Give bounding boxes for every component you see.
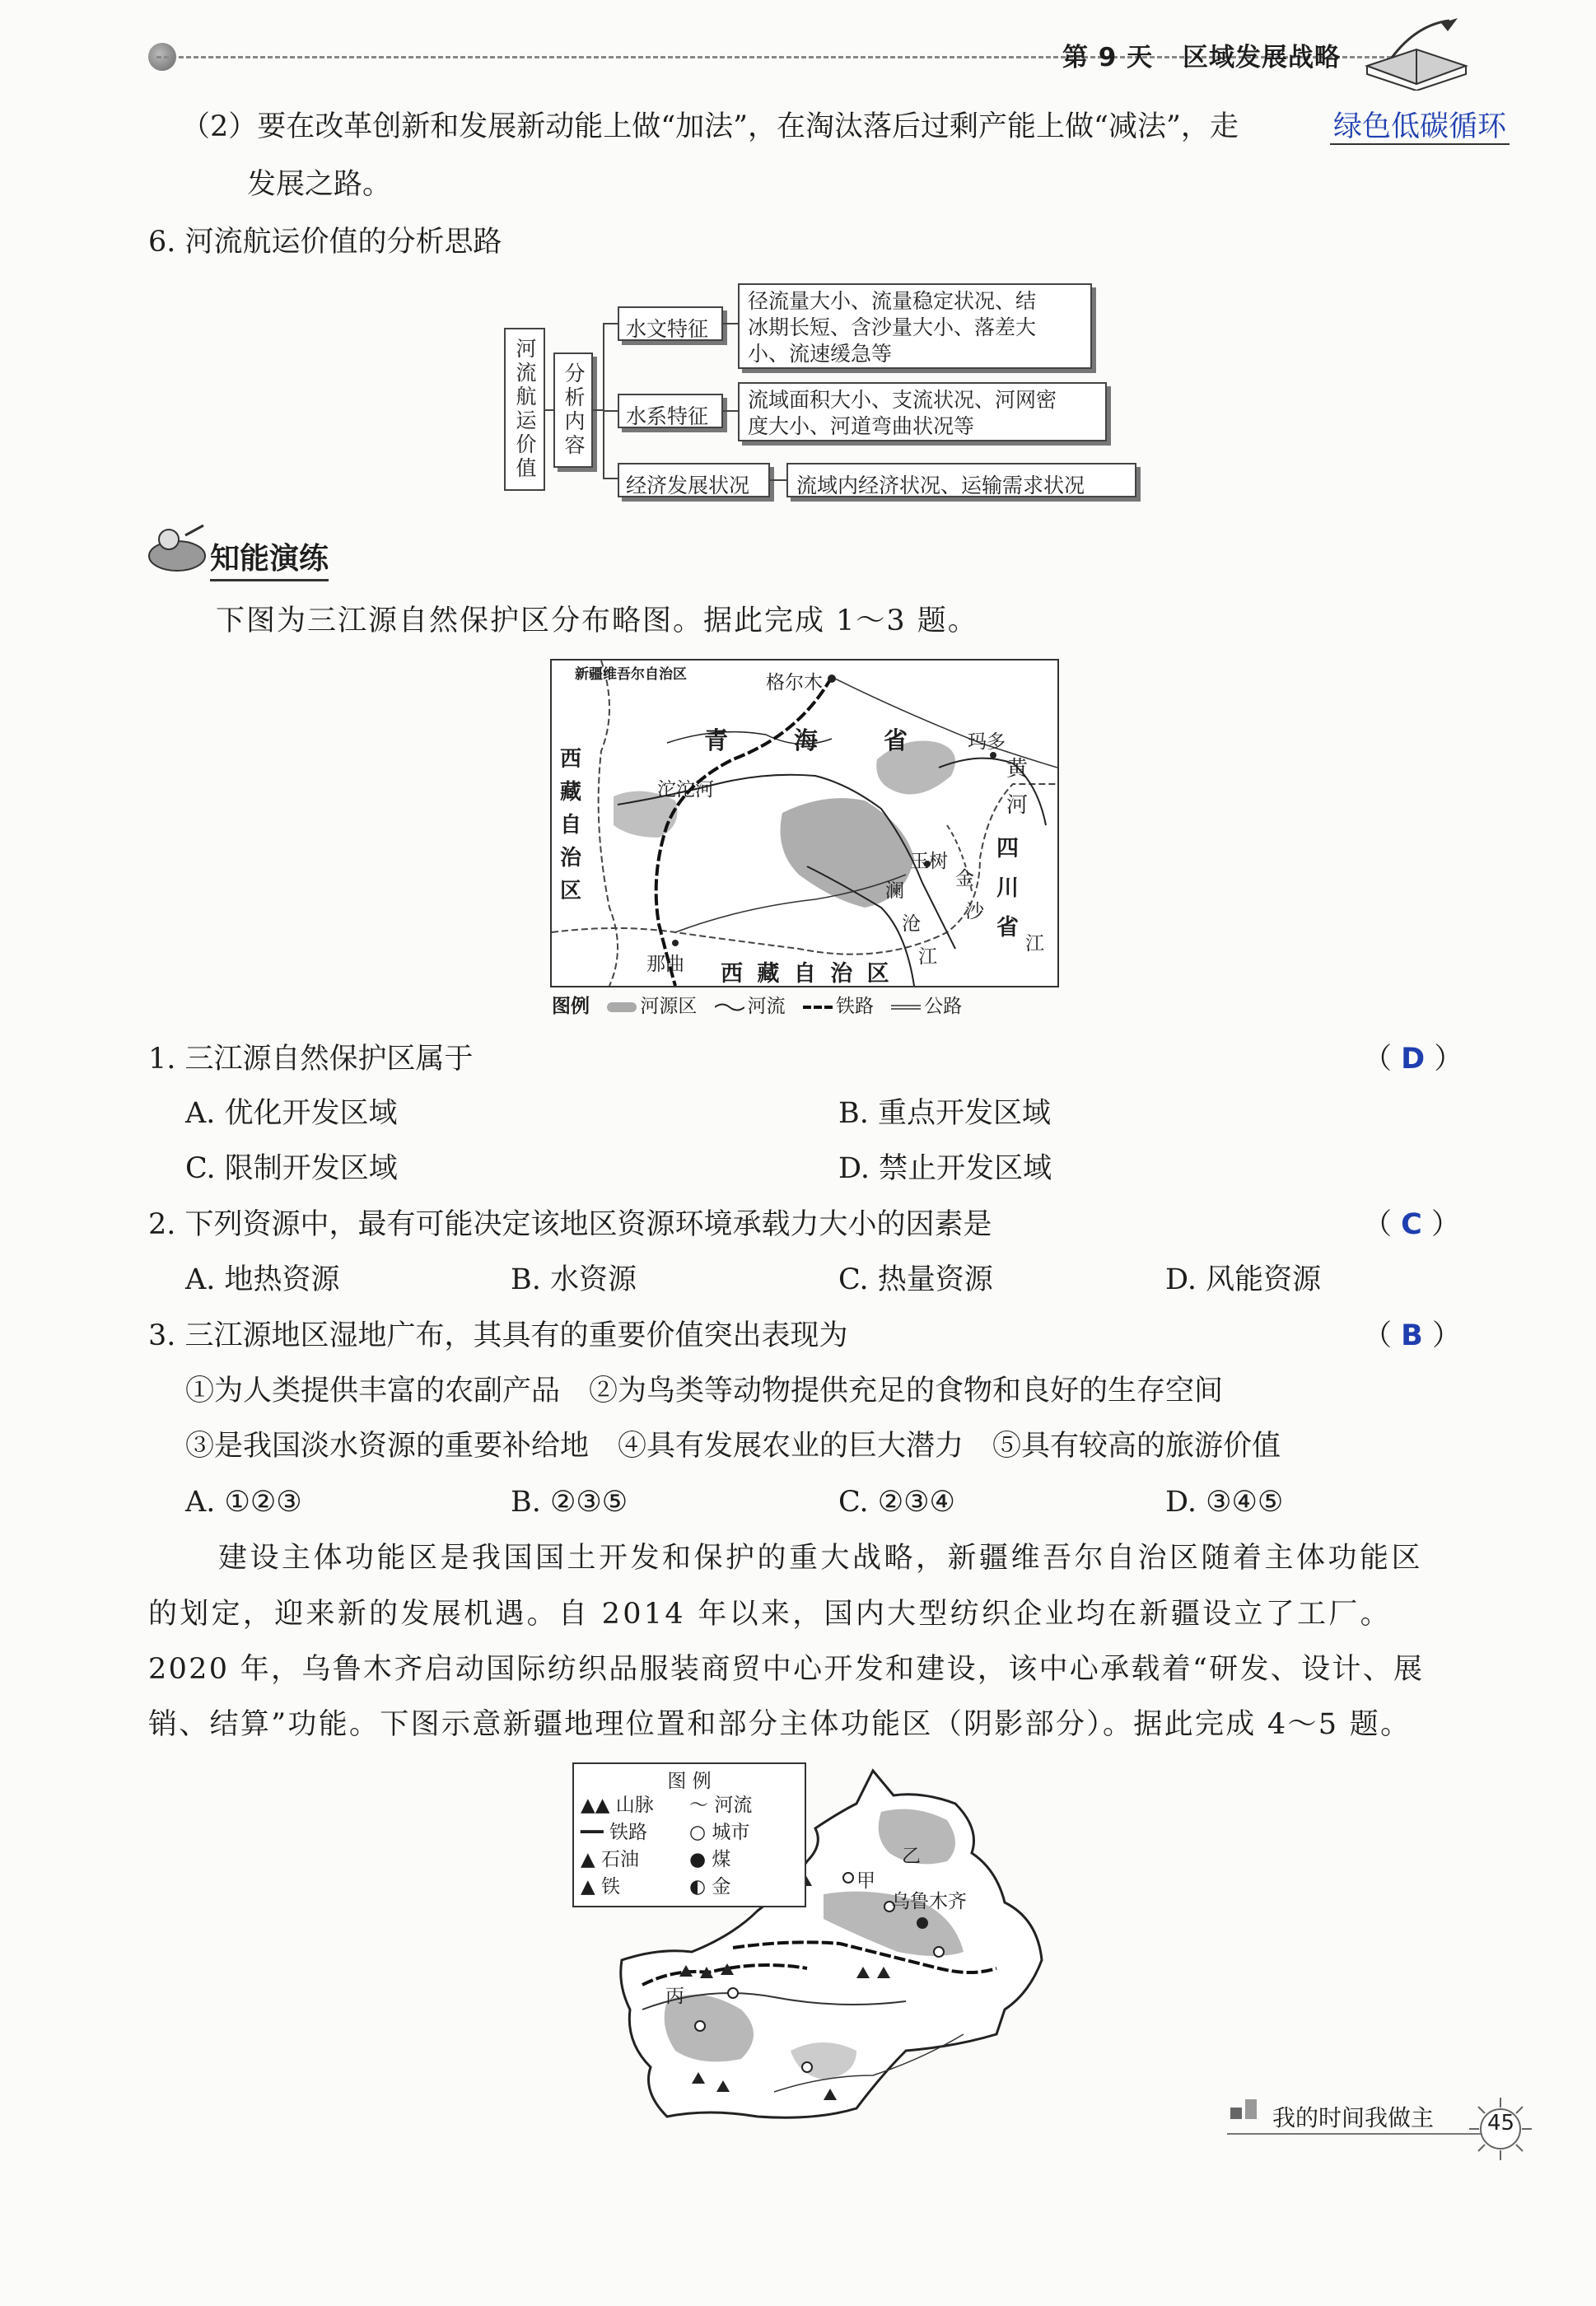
q3-answer: B <box>1401 1319 1423 1352</box>
q2-answer: C <box>1401 1208 1422 1241</box>
diagram-branch-2: 水系特征 <box>618 394 723 428</box>
q3-statements-1: ①为人类提供丰富的农副产品 ②为鸟类等动物提供充足的食物和良好的生存空间 <box>185 1375 1224 1407</box>
diagram-branch-3: 经济发展状况 <box>618 463 770 497</box>
q2-option-d: D. 风能资源 <box>1165 1263 1322 1296</box>
map2-label-jia: 甲 <box>856 1870 875 1892</box>
q2-stem: 2. 下列资源中，最有可能决定该地区资源环境承载力大小的因素是 <box>148 1208 992 1241</box>
map1-label-yushu: 玉树 <box>910 851 948 872</box>
map1-label-xizang-bottom: 西 藏 自 治 区 <box>721 961 893 987</box>
practice-section-icon <box>144 519 210 576</box>
q2-option-b: B. 水资源 <box>511 1263 637 1296</box>
map1-label-lancang: 澜 沧 江 <box>885 880 937 968</box>
legend-source-swatch <box>607 1002 637 1012</box>
q1-option-a: A. 优化开发区域 <box>185 1097 398 1130</box>
map2-label-bing: 丙 <box>665 1986 684 2007</box>
map2-label-yi: 乙 <box>902 1846 921 1867</box>
header-chapter: 区域发展战略 <box>1182 43 1341 72</box>
q3-option-c: C. ②③④ <box>838 1486 955 1519</box>
sanjiangyuan-map <box>550 659 1059 987</box>
q3-stem: 3. 三江源地区湿地广布，其具有的重要价值突出表现为 <box>148 1319 848 1352</box>
item2-answer-blank <box>1330 107 1510 147</box>
map1-label-huanghe: 黄 河 <box>1006 757 1029 818</box>
q2-option-c: C. 热量资源 <box>838 1263 993 1296</box>
q3-statements-2: ③是我国淡水资源的重要补给地 ④具有发展农业的巨大潜力 ⑤具有较高的旅游价值 <box>185 1430 1281 1463</box>
footer-rule <box>1227 2133 1482 2135</box>
q1-stem: 1. 三江源自然保护区属于 <box>148 1043 474 1076</box>
book-icon <box>1359 16 1474 91</box>
map1-label-jiang: 江 <box>1025 933 1044 955</box>
map2-label-urumqi: 乌鲁木齐 <box>891 1891 967 1912</box>
page-number: 45 <box>1487 2111 1515 2136</box>
legend-river-swatch <box>715 1001 744 1013</box>
map1-label-xizang-left: 西 藏 自 治 区 <box>560 747 582 903</box>
map1-label-jinsha: 金 沙 <box>955 868 984 922</box>
q2-answer-bracket: （ C ） <box>1363 1208 1460 1241</box>
practice-section-title: 知能演练 <box>210 535 329 581</box>
passage2-line4: 销、结算”功能。下图示意新疆地理位置和部分主体功能区（阴影部分）。据此完成 4～5 题。 <box>148 1708 1412 1741</box>
item2-text: （2）要在改革创新和发展新动能上做“加法”，在淘汰落后过剩产能上做“减法”，走 <box>181 110 1239 143</box>
diagram-root: 河流航运价值 <box>504 328 545 491</box>
q1-answer: D <box>1401 1043 1426 1076</box>
map1-label-naqu: 那曲 <box>646 954 684 975</box>
diagram-branch-1: 水文特征 <box>618 306 723 341</box>
footer-slogan: 我的时间我做主 <box>1272 2104 1435 2131</box>
q3-answer-bracket: （ B ） <box>1363 1319 1461 1352</box>
map2-legend: 图 例 ▲▲ 山脉 ━━ 铁路 ▲ 石油 ▲ 铁 ～ 河流 ○ 城市 ● 煤 ◐ 金 <box>572 1762 806 1907</box>
item2-line1 <box>181 107 1239 147</box>
practice-intro: 下图为三江源自然保护区分布略图。据此完成 1～3 题。 <box>216 605 978 637</box>
xinjiang-map <box>581 1762 1054 2121</box>
legend-road-swatch <box>891 1001 921 1013</box>
q1-option-d: D. 禁止开发区域 <box>838 1152 1052 1185</box>
map1-label-sichuan: 四 川 省 <box>996 836 1019 941</box>
q3-option-b: B. ②③⑤ <box>511 1486 628 1519</box>
map1-label-xinjiang: 新疆维吾尔自治区 <box>575 666 687 683</box>
item2-answer: 绿色低碳循环 <box>1330 110 1510 145</box>
legend-railway-swatch <box>803 1001 833 1013</box>
diagram-middle: 分析内容 <box>553 352 593 468</box>
q1-answer-bracket: （ D ） <box>1363 1043 1463 1076</box>
q3-option-d: D. ③④⑤ <box>1165 1486 1284 1519</box>
q1-option-c: C. 限制开发区域 <box>185 1152 398 1185</box>
footer-ornament-icon <box>1227 2096 1267 2126</box>
header-title <box>1062 36 1341 73</box>
q3-option-a: A. ①②③ <box>185 1486 302 1519</box>
q1-option-b: B. 重点开发区域 <box>838 1097 1051 1130</box>
item2-line2: 发展之路。 <box>247 168 392 201</box>
header-day: 第 9 天 <box>1062 43 1154 72</box>
item6-title: 6. 河流航运价值的分析思路 <box>148 226 502 259</box>
passage2-line1: 建设主体功能区是我国国土开发和保护的重大战略，新疆维吾尔自治区随着主体功能区 <box>218 1542 1424 1575</box>
passage2-line3: 2020 年，乌鲁木齐启动国际纺织品服装商贸中心开发和建设，该中心承载着“研发、设计、展 <box>148 1653 1425 1686</box>
map1-legend: 图例 河源区 河流 铁路 公路 <box>552 996 963 1017</box>
passage2-line2: 的划定，迎来新的发展机遇。自 2014 年以来，国内大型纺织企业均在新疆设立了工厂。 <box>148 1598 1392 1631</box>
map1-label-qinghai: 青 海 省 <box>704 726 908 754</box>
map1-drawing <box>552 661 1057 986</box>
diagram-detail-1: 径流量大小、流量稳定状况、结 冰期长短、含沙量大小、落差大 小、流速缓急等 <box>738 283 1092 369</box>
diagram-detail-3: 流域内经济状况、运输需求状况 <box>786 463 1136 497</box>
map1-label-maduo: 玛多 <box>968 731 1006 753</box>
map1-label-golmud: 格尔木 <box>766 672 823 693</box>
q2-option-a: A. 地热资源 <box>185 1263 340 1296</box>
diagram-detail-2: 流域面积大小、支流状况、河网密 度大小、河道弯曲状况等 <box>738 382 1107 441</box>
map1-label-tuotuo: 沱沱河 <box>657 779 714 801</box>
